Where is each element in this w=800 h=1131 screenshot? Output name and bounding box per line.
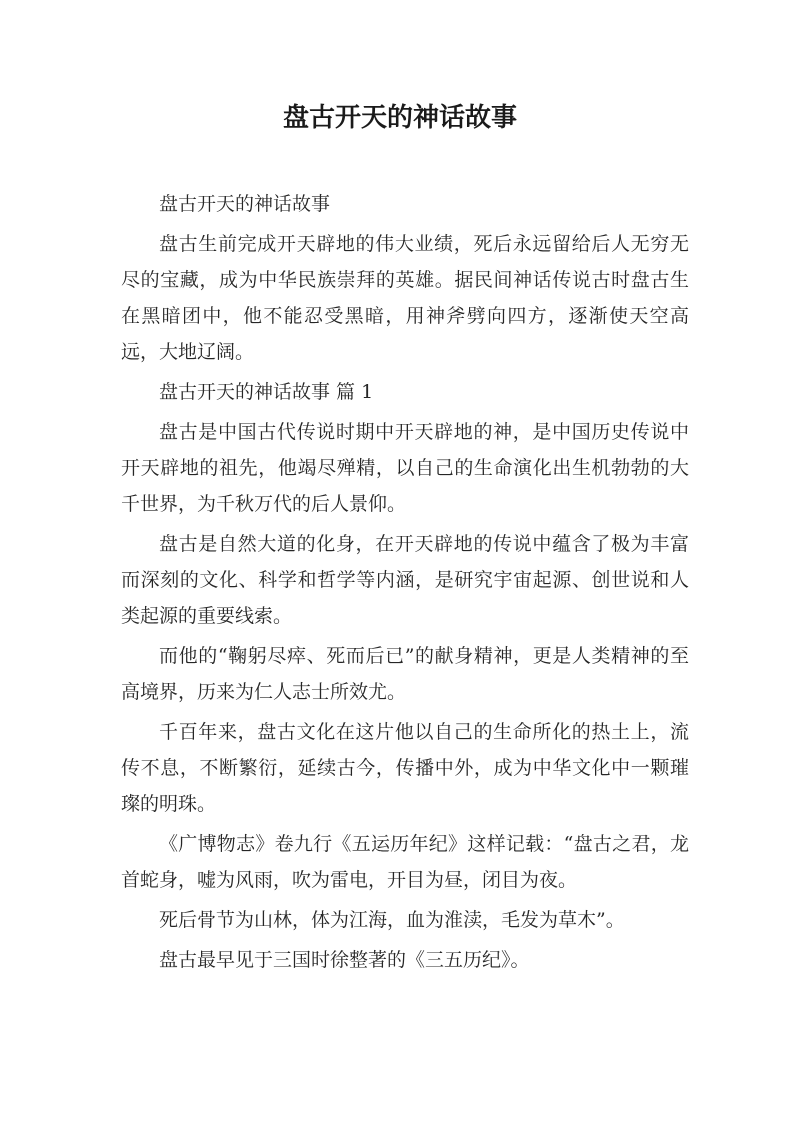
paragraph: 而他的“鞠躬尽瘁、死而后已”的献身精神，更是人类精神的至高境界，历来为仁人志士所效尤。: [121, 645, 689, 703]
paragraph: 千百年来，盘古文化在这片他以自己的生命所化的热土上，流传不息，不断繁衍，延续古今，传播中外，成为中华文化中一颗璀璨的明珠。: [121, 721, 689, 815]
document-body: [121, 186, 689, 982]
document-title: 盘古开天的神话故事: [282, 103, 517, 133]
paragraph: 死后骨节为山林，体为江海，血为淮渎，毛发为草木”。: [159, 909, 625, 931]
paragraph: 盘古生前完成开天辟地的伟大业绩，死后永远留给后人无穷无尽的宝藏，成为中华民族崇拜的英雄。据民间神话传说古时盘古生在黑暗团中，他不能忍受黑暗，用神斧劈向四方，逐渐使天空高远，大地辽阔。: [121, 233, 689, 363]
paragraph: 盘古开天的神话故事 篇 1: [159, 381, 374, 403]
paragraph: 盘古是自然大道的化身，在开天辟地的传说中蕴含了极为丰富而深刻的文化、科学和哲学等内涵，是研究宇宙起源、创世说和人类起源的重要线索。: [121, 533, 689, 627]
paragraph: 盘古开天的神话故事: [159, 193, 331, 215]
paragraph: 盘古是中国古代传说时期中开天辟地的神，是中国历史传说中开天辟地的祖先，他竭尽殚精，以自己的生命演化出生机勃勃的大千世界，为千秋万代的后人景仰。: [121, 421, 689, 515]
paragraph: 《广博物志》卷九行《五运历年纪》这样记载：“盘古之君，龙首蛇身，嘘为风雨，吹为雷电，开目为昼，闭目为夜。: [121, 833, 689, 891]
paragraph: 盘古最早见于三国时徐整著的《三五历纪》。: [159, 949, 530, 971]
